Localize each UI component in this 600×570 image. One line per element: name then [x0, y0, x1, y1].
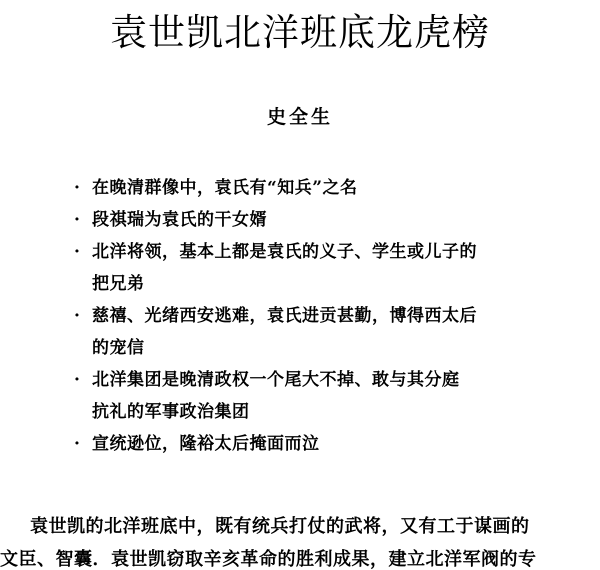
summary-item-line-continued: 的宠信	[92, 338, 145, 358]
summary-item-line: 宣统逊位，隆裕太后掩面而泣	[92, 434, 320, 454]
summary-item	[74, 172, 574, 204]
summary-item	[74, 236, 574, 300]
bullet-icon: ·	[74, 178, 81, 198]
summary-item	[74, 300, 574, 364]
body-line: 文臣、智囊．袁世凯窃取辛亥革命的胜利成果，建立北洋军阀的专	[0, 549, 537, 570]
bullet-icon: ·	[74, 434, 81, 454]
article-title: 袁世凯北洋班底龙虎榜	[110, 11, 490, 54]
body-paragraph	[0, 510, 600, 570]
bullet-icon: ·	[74, 370, 81, 390]
summary-item-line-continued: 抗礼的军事政治集团	[92, 402, 250, 422]
bullet-icon: ·	[74, 242, 81, 262]
summary-item	[74, 204, 574, 236]
summary-item	[74, 364, 574, 428]
bullet-icon: ·	[74, 306, 81, 326]
summary-item-line: 在晚清群像中，袁氏有“知兵”之名	[92, 178, 358, 198]
body-line: 袁世凯的北洋班底中，既有统兵打仗的武将，又有工于谋画的	[30, 516, 530, 537]
summary-item-line: 段祺瑞为袁氏的干女婿	[92, 210, 267, 230]
summary-item-line-continued: 把兄弟	[92, 274, 145, 294]
summary-item	[74, 428, 574, 460]
summary-item-line: 北洋集团是晚清政权一个尾大不掉、敢与其分庭	[92, 370, 460, 390]
summary-item-line: 慈禧、光绪西安逃难，袁氏进贡甚勤，博得西太后	[92, 306, 477, 326]
article-author: 史全生	[266, 106, 333, 128]
summary-item-line: 北洋将领，基本上都是袁氏的义子、学生或儿子的	[92, 242, 477, 262]
summary-list	[74, 172, 574, 460]
bullet-icon: ·	[74, 210, 81, 230]
